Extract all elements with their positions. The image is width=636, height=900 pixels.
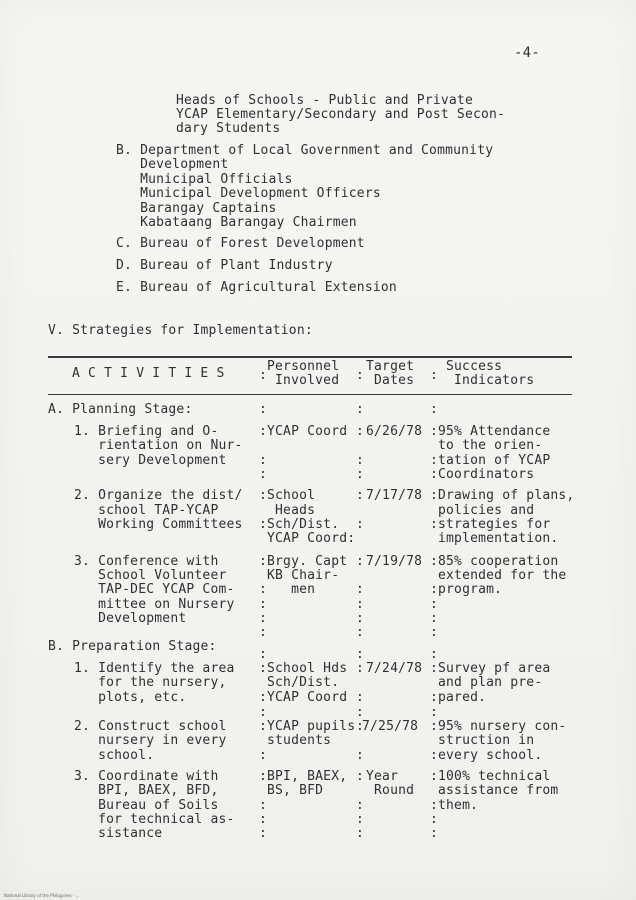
column-colon: :: [430, 611, 439, 626]
column-colon: :: [430, 488, 439, 503]
column-colon: :: [356, 453, 365, 468]
row1-activity-2: rientation on Nur-: [74, 438, 243, 453]
column-colon: :: [259, 368, 268, 383]
row6-indicator-1: 100% technical: [438, 769, 551, 784]
column-colon: :: [430, 597, 439, 612]
row6-activity-4: for technical as-: [74, 812, 235, 827]
row6-date-2: Round: [366, 783, 415, 798]
column-colon: :: [356, 402, 365, 417]
row1-personnel-1: YCAP Coord: [267, 424, 348, 439]
intro-line-3: dary Students: [176, 121, 281, 136]
row2-personnel-3: Sch/Dist.: [267, 517, 340, 532]
participant-b-line-6: Kabataang Barangay Chairmen: [116, 215, 357, 230]
column-colon: :: [356, 467, 365, 482]
column-colon: :: [259, 690, 268, 705]
row2-activity-1: 2. Organize the dist/: [74, 488, 243, 503]
column-colon: :: [356, 748, 365, 763]
column-colon: :: [259, 705, 268, 720]
intro-line-2: YCAP Elementary/Secondary and Post Secon-: [176, 107, 506, 122]
column-colon: :: [259, 554, 268, 569]
row3-indicator-1: 85% cooperation: [438, 554, 559, 569]
column-colon: :: [259, 582, 268, 597]
column-colon: :: [259, 661, 268, 676]
column-colon: :: [356, 690, 365, 705]
row1-activity-3: sery Development: [74, 453, 227, 468]
row6-date-1: Year: [366, 769, 399, 784]
row6-indicator-2: assistance from: [438, 783, 559, 798]
row4-personnel-3: YCAP Coord: [267, 690, 348, 705]
row5-indicator-2: struction in: [438, 733, 535, 748]
column-colon: :: [430, 798, 439, 813]
participant-c: C. Bureau of Forest Development: [116, 236, 365, 251]
column-colon: :: [430, 402, 439, 417]
column-colon: :: [356, 517, 365, 532]
column-colon: :: [356, 769, 365, 784]
column-colon: :: [356, 625, 365, 640]
row6-personnel-2: BS, BFD: [267, 783, 324, 798]
header-target-1: Target: [366, 359, 415, 374]
column-colon: :: [430, 467, 439, 482]
column-colon: :: [259, 719, 268, 734]
header-personnel-1: Personnel: [267, 359, 340, 374]
row3-activity-5: Development: [74, 611, 187, 626]
column-colon: :: [430, 690, 439, 705]
page-number: -4-: [514, 45, 540, 61]
column-colon: :: [356, 661, 365, 676]
column-colon: :: [356, 812, 365, 827]
header-success-2: Indicators: [446, 373, 535, 388]
row5-activity-3: school.: [74, 748, 155, 763]
row3-activity-1: 3. Conference with: [74, 554, 219, 569]
row2-personnel-2: Heads: [267, 503, 316, 518]
participant-e: E. Bureau of Agricultural Extension: [116, 280, 397, 295]
column-colon: :: [356, 611, 365, 626]
column-colon: :: [430, 368, 439, 383]
row2-indicator-1: Drawing of plans,: [438, 488, 575, 503]
column-colon: :: [259, 798, 268, 813]
column-colon: :: [430, 582, 439, 597]
column-colon: :: [259, 597, 268, 612]
row4-indicator-2: and plan pre-: [438, 675, 543, 690]
row4-date: 7/24/78: [366, 661, 423, 676]
row2-personnel-4: YCAP Coord:: [267, 531, 356, 546]
column-colon: :: [259, 517, 268, 532]
row3-personnel-2: KB Chair-: [267, 568, 340, 583]
column-colon: :: [430, 424, 439, 439]
column-colon: :: [356, 719, 365, 734]
row2-indicator-4: implementation.: [438, 531, 559, 546]
column-colon: :: [430, 705, 439, 720]
column-colon: :: [430, 748, 439, 763]
row2-activity-2: school TAP-YCAP: [74, 503, 219, 518]
column-colon: :: [356, 705, 365, 720]
column-colon: :: [259, 611, 268, 626]
participant-d: D. Bureau of Plant Industry: [116, 258, 333, 273]
row3-activity-2: School Volunteer: [74, 568, 227, 583]
column-colon: :: [356, 368, 365, 383]
row1-indicator-4: Coordinators: [438, 467, 535, 482]
participant-b-line-3: Municipal Officials: [116, 172, 293, 187]
stage-a-label: A. Planning Stage:: [48, 402, 193, 417]
archive-footer-note: National Library of the Philippines · ...: [4, 893, 80, 898]
row6-activity-2: BPI, BAEX, BFD,: [74, 783, 219, 798]
row2-activity-3: Working Committees: [74, 517, 243, 532]
row3-date: 7/19/78: [366, 554, 423, 569]
row2-indicator-3: strategies for: [438, 517, 551, 532]
row5-activity-2: nursery in every: [74, 733, 227, 748]
column-colon: :: [259, 467, 268, 482]
row3-personnel-3: men: [267, 582, 316, 597]
column-colon: :: [430, 812, 439, 827]
column-colon: :: [430, 719, 439, 734]
participant-b-line-2: Development: [116, 157, 229, 172]
row5-date: 7/25/78: [362, 719, 419, 734]
header-target-2: Dates: [366, 373, 415, 388]
row4-activity-1: 1. Identify the area: [74, 661, 235, 676]
row4-activity-3: plots, etc.: [74, 690, 187, 705]
column-colon: :: [259, 748, 268, 763]
column-colon: :: [356, 424, 365, 439]
table-header-rule: [48, 394, 572, 395]
column-colon: :: [430, 661, 439, 676]
column-colon: :: [430, 625, 439, 640]
header-activities: A C T I V I T I E S: [72, 366, 225, 381]
stage-b-label: B. Preparation Stage:: [48, 639, 217, 654]
row2-date: 7/17/78: [366, 488, 423, 503]
row6-personnel-1: BPI, BAEX,: [267, 769, 348, 784]
row3-activity-4: mittee on Nursery: [74, 597, 235, 612]
column-colon: :: [356, 647, 365, 662]
column-colon: :: [430, 554, 439, 569]
column-colon: :: [259, 769, 268, 784]
column-colon: :: [259, 826, 268, 841]
column-colon: :: [430, 647, 439, 662]
row4-personnel-1: School Hds: [267, 661, 348, 676]
row5-activity-1: 2. Construct school: [74, 719, 227, 734]
header-success-1: Success: [446, 359, 503, 374]
column-colon: :: [259, 453, 268, 468]
row6-indicator-3: them.: [438, 798, 479, 813]
row3-indicator-3: program.: [438, 582, 503, 597]
table-top-rule: [48, 356, 572, 358]
row4-indicator-1: Survey pf area: [438, 661, 551, 676]
column-colon: :: [259, 647, 268, 662]
row1-indicator-3: tation of YCAP: [438, 453, 551, 468]
column-colon: :: [430, 517, 439, 532]
header-personnel-2: Involved: [267, 373, 340, 388]
column-colon: :: [356, 597, 365, 612]
row1-date: 6/26/78: [366, 424, 423, 439]
participant-b-line-5: Barangay Captains: [116, 201, 277, 216]
intro-line-1: Heads of Schools - Public and Private: [176, 93, 473, 108]
column-colon: :: [259, 424, 268, 439]
column-colon: :: [356, 798, 365, 813]
row2-personnel-1: School: [267, 488, 316, 503]
row4-activity-2: for the nursery,: [74, 675, 227, 690]
column-colon: :: [259, 402, 268, 417]
column-colon: :: [356, 826, 365, 841]
row6-activity-1: 3. Coordinate with: [74, 769, 219, 784]
column-colon: :: [356, 554, 365, 569]
row6-activity-3: Bureau of Soils: [74, 798, 219, 813]
column-colon: :: [356, 488, 365, 503]
column-colon: :: [430, 769, 439, 784]
column-colon: :: [259, 625, 268, 640]
row3-indicator-2: extended for the: [438, 568, 567, 583]
column-colon: :: [430, 453, 439, 468]
column-colon: :: [259, 488, 268, 503]
participant-b-line-1: B. Department of Local Government and Community: [116, 143, 494, 158]
column-colon: :: [430, 826, 439, 841]
row5-indicator-3: every school.: [438, 748, 543, 763]
section-heading: V. Strategies for Implementation:: [48, 323, 313, 338]
row6-activity-5: sistance: [74, 826, 163, 841]
row1-indicator-1: 95% Attendance: [438, 424, 551, 439]
row5-personnel-1: YCAP pupils: [267, 719, 356, 734]
row3-personnel-1: Brgy. Capt: [267, 554, 348, 569]
participant-b-line-4: Municipal Development Officers: [116, 186, 381, 201]
row5-personnel-2: students: [267, 733, 332, 748]
row1-activity-1: 1. Briefing and O-: [74, 424, 219, 439]
row4-indicator-3: pared.: [438, 690, 487, 705]
column-colon: :: [356, 582, 365, 597]
row4-personnel-2: Sch/Dist.: [267, 675, 340, 690]
column-colon: :: [259, 812, 268, 827]
row5-indicator-1: 95% nursery con-: [438, 719, 567, 734]
row3-activity-3: TAP-DEC YCAP Com-: [74, 582, 235, 597]
row2-indicator-2: policies and: [438, 503, 535, 518]
row1-indicator-2: to the orien-: [438, 438, 543, 453]
